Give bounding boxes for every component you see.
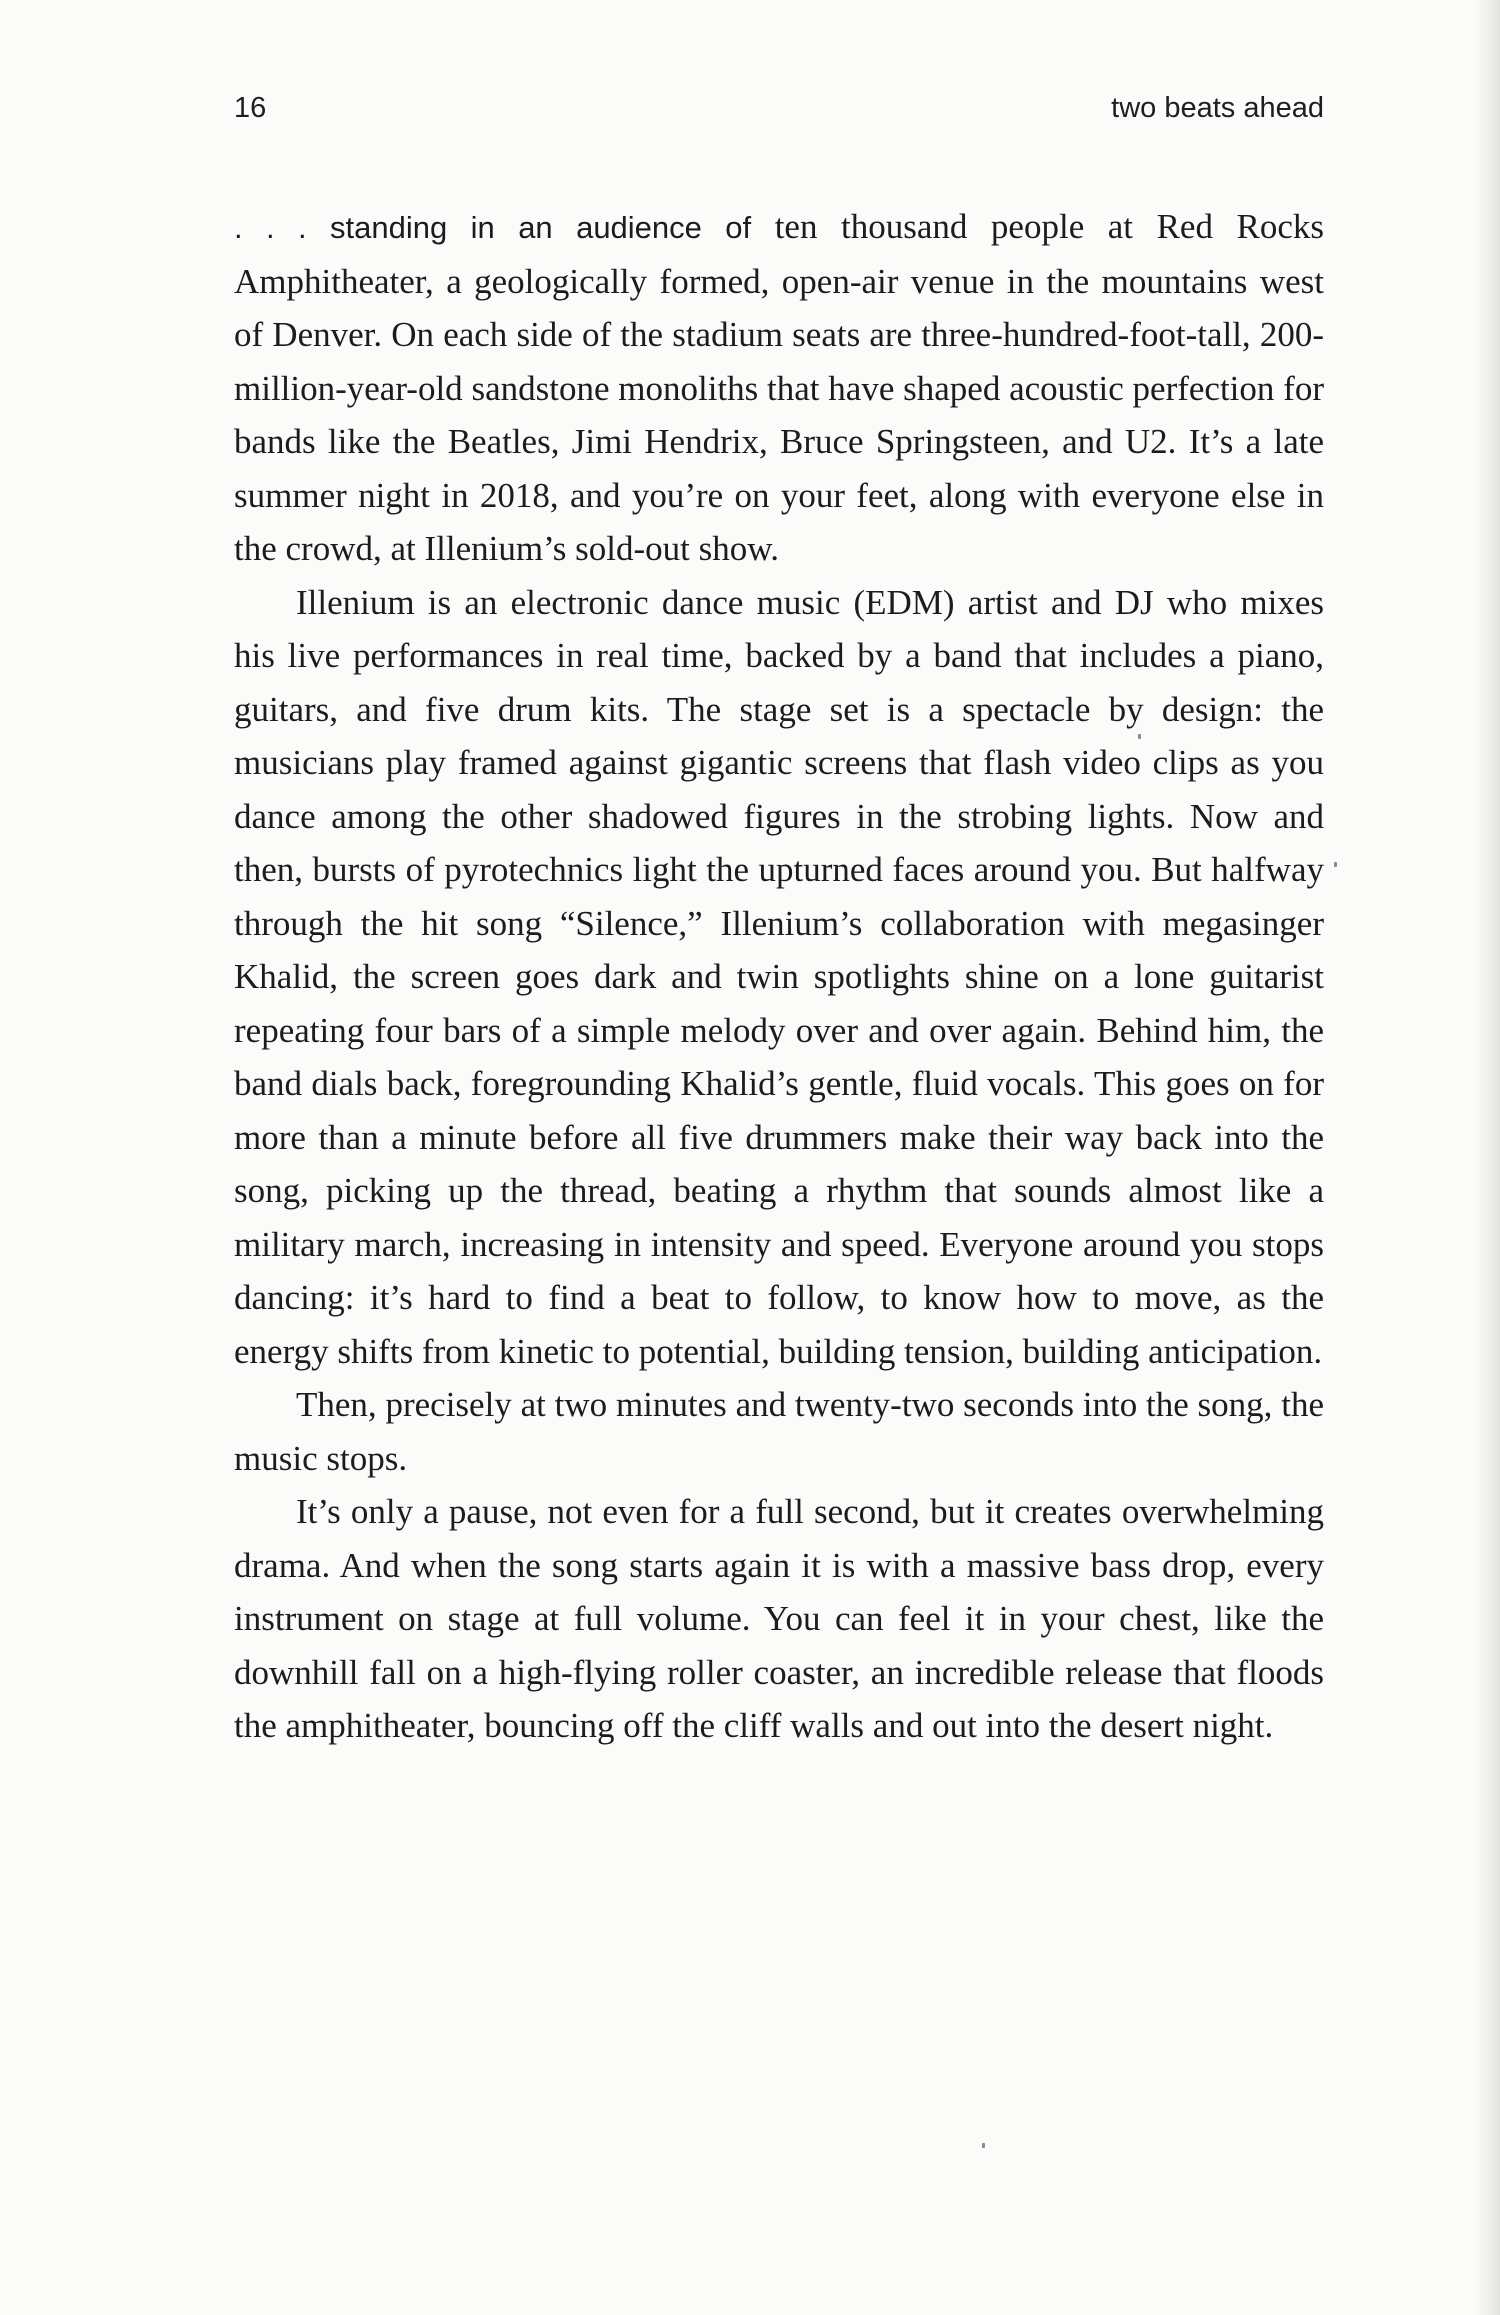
lead-in-text: . . . standing in an audience of xyxy=(234,210,752,245)
scan-speck xyxy=(1334,862,1337,867)
running-title: two beats ahead xyxy=(1111,92,1324,124)
running-head xyxy=(234,92,1324,132)
body-text xyxy=(234,200,1324,1753)
paragraph-1-text: ten thousand people at Red Rocks Amphitheater, a geologically formed, open-air venue in the mountains west of Denver. On each side of the stadium seats are three-hundred-foot-tall, 200-million-year-old sandstone monoliths that have shaped acoustic perfection for bands like the Beatles, Jimi Hendrix, Bruce Springsteen, and U2. It’s a late summer night in 2018, and you’re on your feet, along with everyone else in the crowd, at Illenium’s sold-out show. xyxy=(234,207,1324,568)
page-number: 16 xyxy=(234,92,267,124)
scan-speck xyxy=(982,2143,985,2148)
scan-speck xyxy=(1138,734,1141,739)
page-edge-shadow xyxy=(1474,0,1500,2315)
paragraph-1 xyxy=(234,200,1324,576)
paragraph-2: Illenium is an electronic dance music (EDM) artist and DJ who mixes his live performances in real time, backed by a band that includes a piano, guitars, and five drum kits. The stage set is a spectacle by design: the musicians play framed against gigantic screens that flash video clips as you dance among the other shadowed figures in the strobing lights. Now and then, bursts of pyrotechnics light the upturned faces around you. But halfway through the hit song “Silence,” Illenium’s collaboration with megasinger Khalid, the screen goes dark and twin spotlights shine on a lone guitarist repeating four bars of a simple melody over and over again. Behind him, the band dials back, foregrounding Khalid’s gentle, fluid vocals. This goes on for more than a minute before all five drummers make their way back into the song, picking up the thread, beating a rhythm that sounds almost like a military march, increasing in intensity and speed. Everyone around you stops dancing: it’s hard to find a beat to follow, to know how to move, as the energy shifts from kinetic to potential, building tension, building anticipation. xyxy=(234,582,1324,1371)
paragraph-3: Then, precisely at two minutes and twenty-two seconds into the song, the music stops. xyxy=(234,1385,1324,1478)
paragraph-4: It’s only a pause, not even for a full second, but it creates overwhelming drama. And when the song starts again it is with a massive bass drop, every instrument on stage at full volume. You can feel it in your chest, like the downhill fall on a high-flying roller coaster, an incredible release that floods the amphitheater, bouncing off the cliff walls and out into the desert night. xyxy=(234,1492,1324,1745)
